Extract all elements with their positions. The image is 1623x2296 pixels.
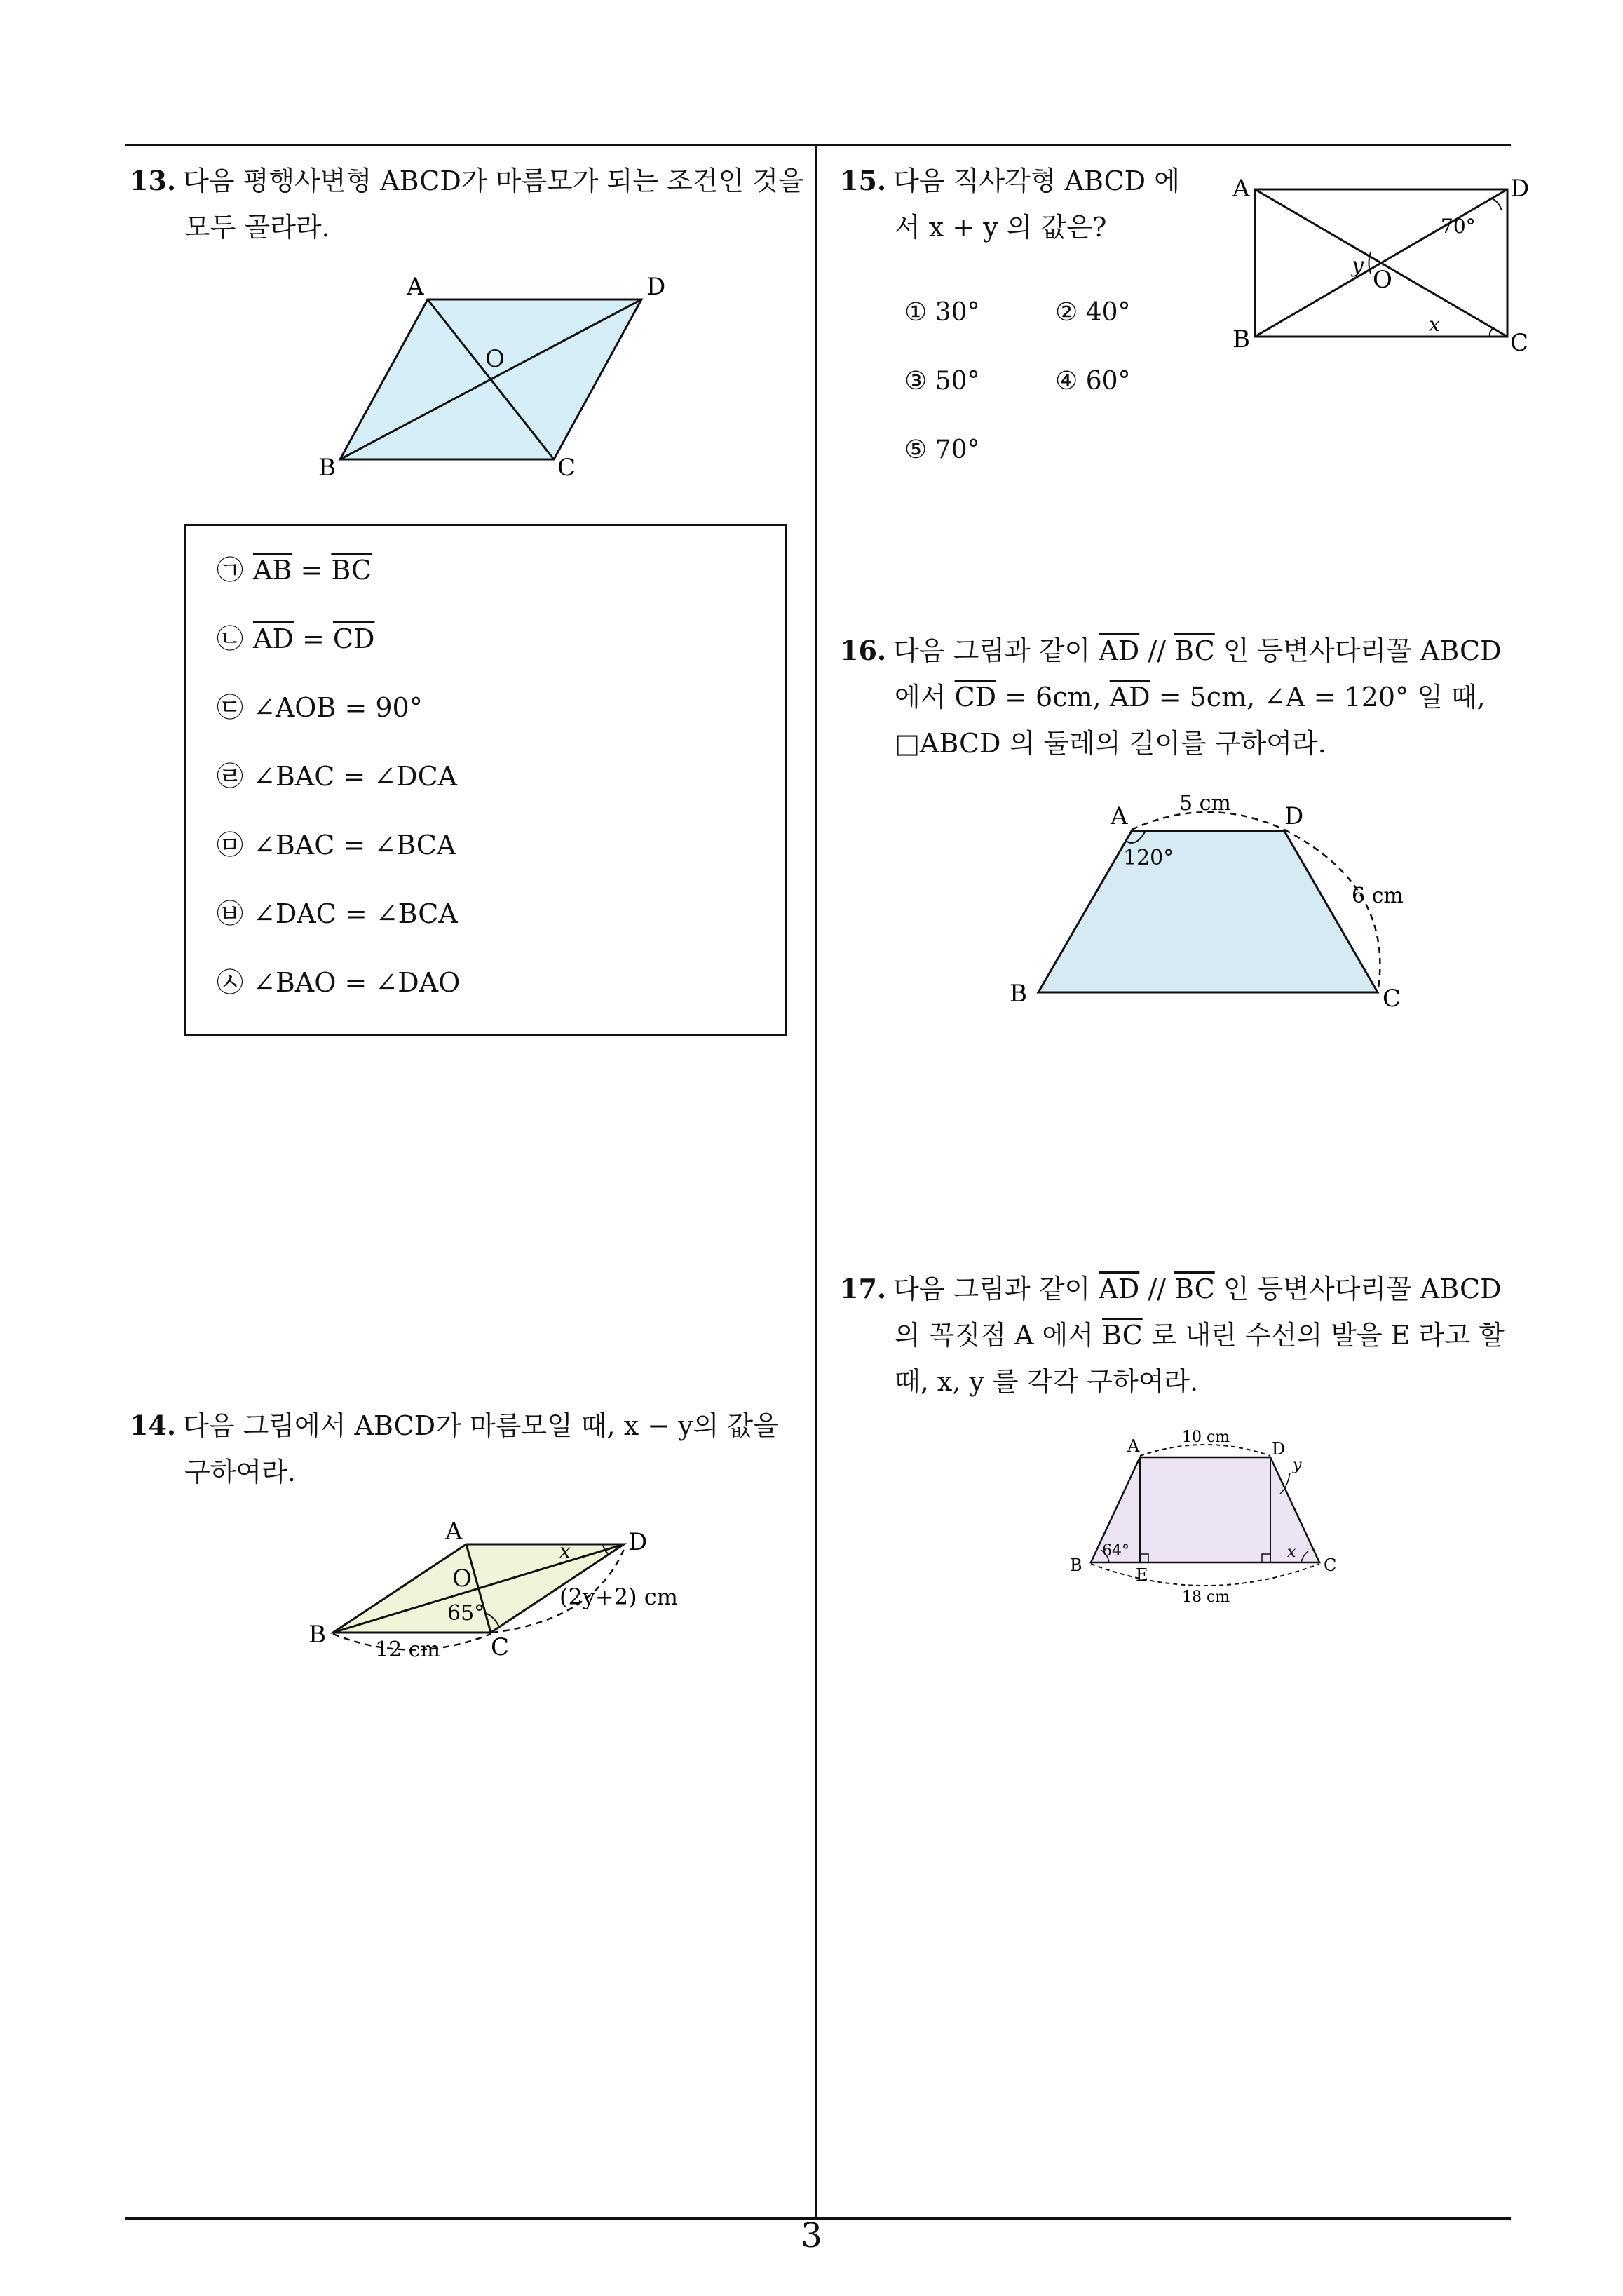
question-17 [840, 1266, 1513, 1405]
q17-label-y: y [1293, 1457, 1302, 1474]
q15-option-5[interactable]: ⑤ 70° [904, 435, 980, 464]
q14-label-c: C [491, 1633, 510, 1661]
q13-condition-mark: ㉡ [217, 623, 244, 654]
q17-trapezoid-figure [1059, 1424, 1367, 1613]
question-15-line2: 서 x + y 의 값은? [895, 212, 1107, 243]
q17-label-a: A [1127, 1436, 1140, 1456]
column-divider [815, 144, 817, 2218]
q15-option-4[interactable]: ④ 60° [1055, 367, 1131, 396]
q15-option-3[interactable]: ③ 50° [904, 367, 980, 396]
question-16-number: 16. [840, 635, 887, 666]
q15-label-x: x [1429, 313, 1440, 336]
q13-condition-mark: ㉥ [217, 898, 244, 929]
q13-condition-text: ∠BAC = ∠DCA [253, 761, 458, 792]
question-14-number: 14. [130, 1410, 177, 1441]
q15-option-2[interactable]: ② 40° [1055, 298, 1131, 327]
q14-label-bc: 12 cm [375, 1637, 440, 1662]
question-13-line1: 13. 다음 평행사변형 ABCD가 마름모가 되는 조건인 것을 [130, 165, 804, 196]
question-14-line1: 14. 다음 그림에서 ABCD가 마름모일 때, x − y의 값을 [130, 1410, 779, 1441]
q17-label-x: x [1287, 1544, 1296, 1561]
q15-label-a: A [1232, 175, 1250, 203]
question-17-line1: 17. 다음 그림과 같이 $\overline{AD} // \overline{BC}$ 인 등변사다리꼴 ABCD [840, 1273, 1502, 1304]
question-16-line3: □ABCD 의 둘레의 길이를 구하여라. [895, 728, 1326, 759]
q13-label-o: O [485, 345, 505, 373]
question-17-number: 17. [840, 1273, 887, 1304]
q13-condition-7 [217, 961, 460, 999]
q13-condition-mark: ㉦ [217, 967, 244, 998]
q13-condition-text: ∠BAC = ∠BCA [253, 830, 456, 860]
q17-dashed-arc-top [1140, 1445, 1270, 1456]
q16-label-a: A [1111, 802, 1128, 830]
q16-label-120: 120° [1123, 846, 1174, 870]
question-15-number: 15. [840, 165, 887, 196]
q15-label-c: C [1510, 329, 1529, 357]
q15-angle-arc-x [1490, 328, 1493, 337]
question-13 [130, 158, 810, 250]
question-13-number: 13. [130, 165, 177, 196]
q14-label-cd: (2y+2) cm [559, 1583, 679, 1610]
q17-label-e: E [1136, 1565, 1148, 1585]
q13-condition-6 [217, 892, 458, 931]
q13-condition-text: $\overline{CD}$ [332, 623, 375, 654]
q15-rectangle-figure [1227, 168, 1530, 365]
q13-condition-text: $\overline{AD}$ [253, 623, 294, 654]
q17-label-top: 10 cm [1182, 1429, 1230, 1446]
q14-label-b: B [308, 1621, 326, 1649]
q13-condition-text: = [293, 623, 333, 654]
question-17-line2: 의 꼭짓점 A 에서 $\overline{BC}$ 로 내린 수선의 발을 E 라고 할 [895, 1320, 1505, 1351]
q15-angle-arc-y [1369, 252, 1371, 274]
q15-angle-arc-70 [1492, 198, 1502, 210]
q14-label-o: O [452, 1565, 472, 1593]
q15-label-y: y [1352, 253, 1364, 278]
q17-label-c: C [1324, 1555, 1337, 1575]
q13-label-c: C [557, 454, 576, 482]
q13-condition-4 [217, 755, 457, 793]
q16-label-top: 5 cm [1179, 791, 1231, 816]
q14-label-x: x [559, 1539, 571, 1562]
q13-condition-mark: ㉠ [217, 555, 244, 586]
question-15-line1: 15. 다음 직사각형 ABCD 에 [840, 165, 1180, 196]
q13-condition-text: ∠AOB = 90° [253, 692, 423, 723]
question-14-line2: 구하여라. [184, 1457, 296, 1487]
q16-label-b: B [1010, 980, 1027, 1008]
q16-trapezoid-shape [1038, 831, 1378, 992]
q13-condition-text: = [292, 555, 332, 586]
q15-option-1[interactable]: ① 30° [904, 298, 980, 327]
top-rule [125, 144, 1511, 146]
q16-label-c: C [1383, 985, 1401, 1013]
q13-condition-mark: ㉢ [217, 692, 244, 723]
q13-conditions-box [184, 524, 787, 1036]
q13-condition-5 [217, 823, 456, 862]
question-15 [840, 158, 1232, 250]
question-14 [130, 1403, 810, 1495]
q15-label-b: B [1232, 325, 1250, 353]
q14-label-a: A [445, 1518, 463, 1546]
question-16 [840, 628, 1513, 767]
q15-label-d: D [1510, 175, 1530, 203]
q17-dashed-arc-bottom [1091, 1564, 1319, 1586]
q17-label-bottom: 18 cm [1182, 1588, 1230, 1606]
q13-condition-text: ∠BAO = ∠DAO [253, 967, 461, 998]
q13-condition-text: ∠DAC = ∠BCA [253, 898, 458, 929]
q13-label-a: A [407, 273, 424, 301]
q13-condition-2 [217, 617, 374, 656]
q13-condition-3 [217, 686, 423, 724]
q13-label-d: D [646, 273, 666, 301]
q13-condition-mark: ㉤ [217, 830, 244, 860]
q13-condition-mark: ㉣ [217, 761, 244, 792]
question-13-line2: 모두 골라라. [184, 212, 330, 243]
question-16-line2: 에서 $\overline{CD} = 6cm$, $\overline{AD} = 5cm$, ∠A = 120° 일 때, [895, 682, 1486, 713]
page-number: 3 [801, 2216, 822, 2255]
q13-condition-1 [217, 548, 372, 587]
q16-label-side: 6 cm [1352, 884, 1404, 908]
q13-parallelogram-figure [308, 270, 701, 487]
question-17-line3: 때, x, y 를 각각 구하여라. [895, 1366, 1199, 1397]
q16-label-d: D [1284, 802, 1304, 830]
q13-condition-text: $\overline{AB}$ [253, 555, 292, 586]
q13-condition-text: $\overline{BC}$ [331, 555, 372, 586]
q17-label-b: B [1070, 1555, 1082, 1575]
q17-label-d: D [1272, 1439, 1286, 1459]
question-16-line1: 16. 다음 그림과 같이 $\overline{AD} // \overline{BC}$ 인 등변사다리꼴 ABCD [840, 635, 1502, 666]
q14-label-65: 65° [447, 1601, 485, 1626]
q15-label-70: 70° [1441, 215, 1476, 238]
q14-rhombus-figure [294, 1515, 694, 1669]
q13-label-b: B [318, 454, 336, 482]
q16-trapezoid-figure [996, 782, 1430, 1020]
q15-label-o: O [1373, 266, 1392, 294]
q14-label-d: D [628, 1528, 648, 1556]
q17-label-64: 64° [1102, 1542, 1129, 1560]
